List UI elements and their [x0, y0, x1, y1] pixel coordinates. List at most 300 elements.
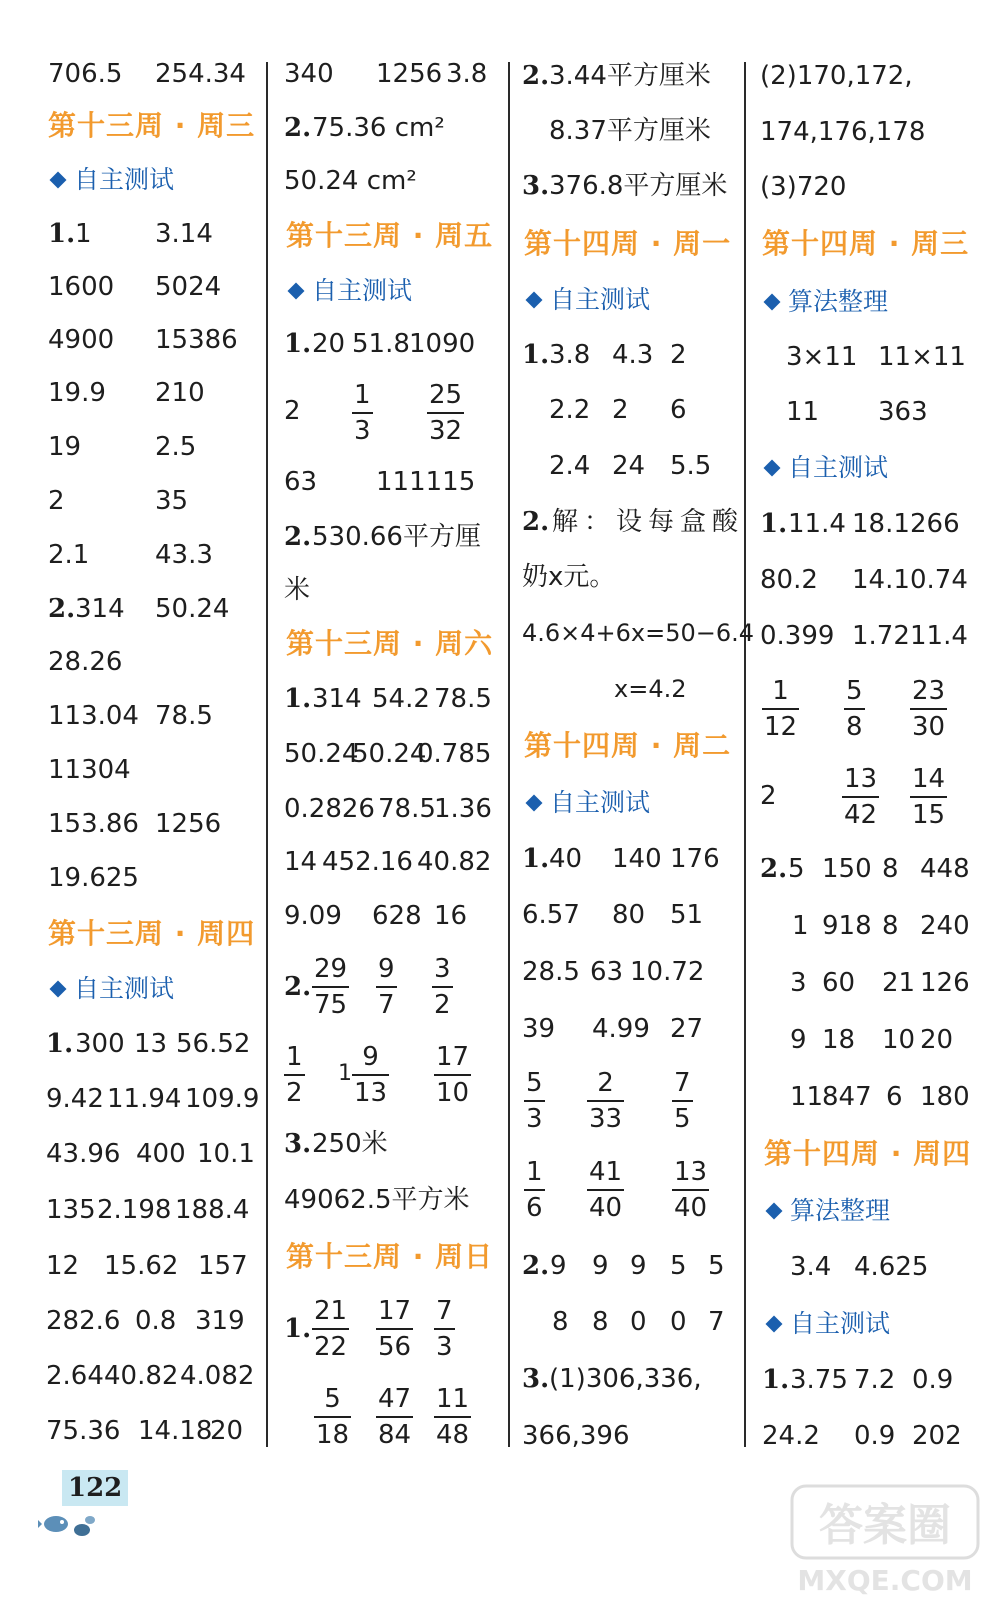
answer-value: 4.3	[612, 340, 654, 370]
answer-value: 78.5	[155, 701, 213, 731]
answer-value: 27	[670, 1014, 704, 1044]
answer-value: 50.24	[352, 739, 427, 769]
answer-value: 11×11	[878, 342, 966, 372]
answer-value: 11	[790, 1082, 824, 1112]
answer-row	[0, 531, 270, 579]
answer-value: 6	[886, 1082, 903, 1112]
answer-row	[0, 263, 270, 311]
fraction: 11 48	[436, 1384, 470, 1450]
mixed-number-whole: 1	[338, 1061, 352, 1086]
answer-value: 63	[590, 957, 624, 987]
question-number: 1.	[522, 844, 550, 874]
answer-row	[748, 500, 985, 548]
answer-row	[748, 108, 985, 156]
section-heading: 第十三周 · 周三	[48, 109, 256, 142]
answer-value: 6.57	[522, 900, 580, 930]
answer-row	[512, 331, 746, 379]
section-heading: 第十四周 · 周四	[764, 1137, 972, 1170]
answer-row	[0, 50, 270, 98]
answer-value: 3.44平方厘米	[549, 61, 711, 91]
answer-row	[512, 1298, 746, 1346]
fraction: 9 13	[354, 1042, 388, 1108]
answer-value: 9	[790, 1025, 807, 1055]
answer-row	[748, 1016, 985, 1064]
answer-value: 319	[195, 1306, 245, 1336]
answer-value: 35	[155, 486, 189, 516]
answer-value: 0.2826	[284, 794, 375, 824]
question-number: 3.	[522, 171, 550, 201]
answer-row	[748, 959, 985, 1007]
answer-row	[272, 730, 512, 778]
section-heading: 第十四周 · 周一	[524, 227, 732, 260]
section-heading: 第十三周 · 周五	[286, 219, 494, 252]
answer-value: 5.5	[670, 451, 712, 481]
question-number: 1.	[46, 1029, 74, 1059]
answer-value: 3.75	[790, 1365, 848, 1395]
answer-value: 14	[284, 847, 318, 877]
answer-value: 5024	[155, 272, 222, 302]
answer-value: 452.16	[322, 847, 413, 877]
question-number: 2.	[284, 972, 312, 1002]
fraction: 47 84	[378, 1384, 412, 1450]
answer-value: 13	[134, 1029, 168, 1059]
answer-row	[0, 316, 270, 364]
diamond-icon	[766, 1316, 783, 1333]
answer-value: 51.8	[352, 329, 410, 359]
answer-value: 39	[522, 1014, 556, 1044]
answer-value: 11.94	[107, 1084, 182, 1114]
fraction: 13 42	[844, 764, 878, 830]
answer-value: 19.625	[48, 863, 139, 893]
answer-value: 3.4	[790, 1252, 832, 1282]
answer-value: 19	[48, 432, 82, 462]
answer-value: 解：设每盒酸	[552, 507, 745, 537]
answer-value: 0.8	[135, 1306, 177, 1336]
answer-value: 113.04	[48, 701, 139, 731]
answer-value: 米	[284, 575, 311, 605]
answer-value: 14.1	[852, 565, 910, 595]
answer-value: 9.09	[284, 901, 342, 931]
answer-row	[512, 948, 746, 996]
answer-value: 16	[434, 901, 468, 931]
answer-value: 1256	[376, 59, 443, 89]
answer-row	[272, 104, 512, 152]
answer-value: 60	[822, 968, 856, 998]
answer-value: 9	[592, 1251, 609, 1281]
answer-value: 2	[48, 486, 65, 516]
answer-column-1	[0, 0, 270, 1600]
answer-row	[748, 612, 985, 660]
answer-value: 202	[912, 1421, 962, 1451]
answer-row	[748, 1243, 985, 1291]
answer-value: 0.399	[760, 621, 835, 651]
answer-column-3	[512, 0, 755, 1600]
answer-value: 210	[155, 378, 205, 408]
answer-row	[748, 1412, 985, 1460]
question-number: 1.	[762, 1365, 790, 1395]
fraction: 13 40	[674, 1157, 708, 1223]
answer-value: (1)306,336,	[549, 1364, 702, 1394]
answer-row	[0, 477, 270, 525]
answer-row	[0, 585, 270, 633]
answer-value: 40	[549, 844, 583, 874]
watermark-url: MXQE.COM	[797, 1564, 973, 1597]
answer-value: 15386	[155, 325, 238, 355]
section-heading: 第十三周 · 周日	[286, 1240, 494, 1273]
answer-row	[0, 638, 270, 686]
subsection-heading: 自主测试	[52, 965, 174, 1013]
answer-value: 40.82	[417, 847, 492, 877]
answer-row	[748, 388, 985, 436]
answer-value: 21	[882, 968, 916, 998]
answer-row	[272, 1050, 512, 1098]
answer-row	[512, 665, 746, 713]
answer-row	[748, 163, 985, 211]
answer-value: 4900	[48, 325, 115, 355]
answer-row	[0, 369, 270, 417]
answer-value: 448	[920, 854, 970, 884]
answer-value: 11.4	[788, 509, 846, 539]
answer-row	[0, 746, 270, 794]
diamond-icon	[764, 460, 781, 477]
answer-row	[272, 1120, 512, 1168]
answer-value: 4.082	[180, 1361, 255, 1391]
answer-row	[272, 892, 512, 940]
answer-value: 188.4	[175, 1195, 250, 1225]
answer-row	[272, 838, 512, 886]
answer-value: 2	[760, 781, 777, 811]
answer-value: x=4.2	[614, 675, 687, 703]
answer-column-2	[272, 0, 512, 1600]
answer-value: 2.4	[549, 451, 591, 481]
answer-value: 2	[670, 340, 687, 370]
answer-value: 0	[670, 1307, 687, 1337]
fraction: 29 75	[314, 954, 348, 1020]
answer-value: 12	[46, 1251, 80, 1281]
question-number: 2.	[48, 594, 76, 624]
answer-value: 奶x元。	[522, 562, 616, 592]
answer-value: 2.64	[46, 1361, 104, 1391]
subsection-heading: 自主测试	[528, 276, 650, 324]
answer-value: 8	[552, 1307, 569, 1337]
fraction: 41 40	[589, 1157, 623, 1223]
section-heading: 第十四周 · 周三	[762, 227, 970, 260]
answer-value: 80	[612, 900, 646, 930]
answer-row	[0, 1186, 270, 1234]
answer-value: 1256	[155, 809, 222, 839]
diamond-icon	[766, 1203, 783, 1220]
watermark-text: 答案圈	[819, 1500, 951, 1551]
answer-value: 176	[670, 844, 720, 874]
fraction: 17 56	[378, 1296, 412, 1362]
question-number: 2.	[760, 854, 788, 884]
answer-value: 918	[822, 911, 872, 941]
answer-value: 706.5	[48, 59, 123, 89]
answer-row	[748, 1073, 985, 1121]
answer-row	[512, 107, 746, 155]
answer-row	[512, 553, 746, 601]
fraction: 7 5	[674, 1068, 691, 1134]
answer-value: 5	[708, 1251, 725, 1281]
answer-row	[512, 52, 746, 100]
answer-value: 1600	[48, 272, 115, 302]
answer-value: 50.24	[155, 594, 230, 624]
answer-value: 7.2	[854, 1365, 896, 1395]
answer-value: 78.5	[434, 684, 492, 714]
answer-value: 4.99	[592, 1014, 650, 1044]
diamond-icon	[764, 294, 781, 311]
answer-value: 54.2	[372, 684, 430, 714]
answer-value: 51	[670, 900, 704, 930]
answer-value: 15.62	[104, 1251, 179, 1281]
answer-row	[272, 513, 512, 561]
diamond-icon	[288, 283, 305, 300]
answer-value: 24.2	[762, 1421, 820, 1451]
fraction: 2 33	[589, 1068, 623, 1134]
answer-value: 63	[284, 467, 318, 497]
fraction: 1 2	[286, 1042, 303, 1108]
answer-value: 24	[612, 451, 646, 481]
subsection-heading: 自主测试	[528, 779, 650, 827]
question-number: 2.	[284, 522, 312, 552]
answer-value: 340	[284, 59, 334, 89]
answer-value: 3	[790, 968, 807, 998]
answer-row	[748, 333, 985, 381]
answer-value: 366,396	[522, 1421, 630, 1451]
answer-value: 3.14	[155, 219, 213, 249]
answer-row	[0, 1407, 270, 1455]
answer-value: 0.9	[912, 1365, 954, 1395]
answer-row	[512, 1355, 746, 1403]
answer-row	[512, 498, 746, 546]
answer-value: 10	[882, 1025, 916, 1055]
question-number: 1.	[284, 1314, 312, 1344]
fraction: 5 18	[316, 1384, 350, 1450]
answer-row	[0, 800, 270, 848]
question-number: 2.	[522, 1251, 550, 1281]
answer-row	[512, 1412, 746, 1460]
answer-row	[272, 320, 512, 368]
answer-value: 11.4	[910, 621, 968, 651]
section-heading: 第十三周 · 周六	[286, 627, 494, 660]
answer-row	[512, 835, 746, 883]
answer-value: 9	[630, 1251, 647, 1281]
answer-row	[512, 1005, 746, 1053]
answer-value: 628	[372, 901, 422, 931]
answer-row	[512, 442, 746, 490]
answer-value: 10.72	[630, 957, 705, 987]
answer-value: 376.8平方厘米	[549, 171, 728, 201]
answer-row	[512, 162, 746, 210]
answer-value: 363	[878, 397, 928, 427]
answer-value: 4.6×4+6x=50−6.4	[522, 619, 755, 647]
question-number: 1.	[522, 340, 550, 370]
question-number: 1.	[284, 684, 312, 714]
subsection-heading: 算法整理	[768, 1187, 890, 1235]
question-number: 2.	[284, 113, 312, 143]
answer-value: 2	[284, 396, 301, 426]
answer-value: 150	[822, 854, 872, 884]
answer-row	[272, 157, 512, 205]
answer-row	[272, 566, 512, 614]
answer-row	[0, 692, 270, 740]
answer-value: 8.37平方厘米	[549, 116, 711, 146]
answer-row	[512, 386, 746, 434]
page-number: 122	[62, 1470, 128, 1506]
fish-icon	[38, 1500, 98, 1540]
fraction: 23 30	[912, 676, 946, 742]
answer-value: 240	[920, 911, 970, 941]
answer-value: 7	[708, 1307, 725, 1337]
answer-value: 0	[630, 1307, 647, 1337]
answer-row	[748, 556, 985, 604]
question-number: 1.	[284, 329, 312, 359]
question-number: 2.	[522, 61, 550, 91]
answer-value: 140	[612, 844, 662, 874]
answer-value: 314	[312, 684, 362, 714]
answer-value: 3×11	[786, 342, 858, 372]
answer-value: 400	[136, 1139, 186, 1169]
fraction: 14 15	[912, 764, 946, 830]
fraction: 17 10	[436, 1042, 470, 1108]
answer-value: 56.52	[176, 1029, 251, 1059]
answer-value: 43.96	[46, 1139, 121, 1169]
answer-value: 75.36 cm²	[312, 113, 445, 143]
answer-value: 5	[670, 1251, 687, 1281]
answer-value: 2.5	[155, 432, 197, 462]
answer-value: 1	[75, 219, 92, 249]
answer-row	[0, 423, 270, 471]
answer-value: 50.24	[284, 739, 359, 769]
answer-value: 20	[920, 1025, 954, 1055]
answer-value: 530.66平方厘	[312, 522, 481, 552]
diamond-icon	[50, 172, 67, 189]
answer-value: 75.36	[46, 1416, 121, 1446]
answer-value: 250米	[312, 1129, 388, 1159]
question-number: 3.	[522, 1364, 550, 1394]
answer-value: 11	[786, 397, 820, 427]
answer-value: 111115	[376, 467, 476, 497]
answer-value: 9	[550, 1251, 567, 1281]
diamond-icon	[526, 292, 543, 309]
answer-row	[748, 845, 985, 893]
answer-row	[748, 902, 985, 950]
answer-row	[0, 854, 270, 902]
answer-value: 43.3	[155, 540, 213, 570]
answer-value: 314	[75, 594, 125, 624]
answer-value: 847	[822, 1082, 872, 1112]
answer-value: 8	[882, 854, 899, 884]
subsection-heading: 自主测试	[290, 267, 412, 315]
answer-row	[272, 50, 512, 98]
answer-value: 14.18	[138, 1416, 213, 1446]
question-number: 1.	[48, 219, 76, 249]
subsection-heading: 算法整理	[766, 278, 888, 326]
subsection-heading: 自主测试	[766, 444, 888, 492]
answer-value: 19.9	[48, 378, 106, 408]
answer-row	[512, 1242, 746, 1290]
answer-row	[0, 1020, 270, 1068]
answer-value: 109.9	[185, 1084, 260, 1114]
answer-value: 50.24 cm²	[284, 166, 417, 196]
fraction: 1 6	[526, 1157, 543, 1223]
fraction: 7 3	[436, 1296, 453, 1362]
diamond-icon	[526, 795, 543, 812]
answer-value: 0.74	[910, 565, 968, 595]
answer-value: 126	[920, 968, 970, 998]
answer-value: 28.26	[48, 647, 123, 677]
section-heading: 第十三周 · 周四	[48, 917, 256, 950]
answer-value: 1090	[409, 329, 476, 359]
fraction: 25 32	[429, 380, 463, 446]
subsection-heading: 自主测试	[52, 156, 174, 204]
answer-column-4	[748, 0, 985, 1600]
answer-value: 20	[312, 329, 346, 359]
answer-row	[0, 1297, 270, 1345]
fraction: 5 8	[846, 676, 863, 742]
answer-value: 6	[670, 395, 687, 425]
answer-value: 40.82	[104, 1361, 179, 1391]
answer-value: 78.5	[378, 794, 436, 824]
answer-value: 282.6	[46, 1306, 121, 1336]
answer-value: 49062.5平方米	[284, 1185, 470, 1215]
answer-row	[0, 1242, 270, 1290]
fraction: 5 3	[526, 1068, 543, 1134]
subsection-heading: 自主测试	[768, 1300, 890, 1348]
question-number: 3.	[284, 1129, 312, 1159]
answer-value: 1	[792, 911, 809, 941]
fraction: 9 7	[378, 954, 395, 1020]
answer-value: 174,176,178	[760, 117, 926, 147]
fraction: 21 22	[314, 1296, 348, 1362]
answer-value: 20	[210, 1416, 244, 1446]
answer-row	[272, 387, 512, 435]
answer-value: 3.8	[446, 59, 488, 89]
answer-row	[272, 1176, 512, 1224]
answer-row	[512, 891, 746, 939]
answer-value: (3)720	[760, 172, 847, 202]
answer-row	[272, 785, 512, 833]
watermark-logo	[790, 1478, 980, 1598]
answer-value: 18	[822, 1025, 856, 1055]
answer-value: 80.2	[760, 565, 818, 595]
answer-value: 3.8	[549, 340, 591, 370]
section-heading: 第十四周 · 周二	[524, 729, 732, 762]
answer-row	[748, 1356, 985, 1404]
answer-value: 1.72	[852, 621, 910, 651]
answer-value: 2.2	[549, 395, 591, 425]
answer-value: 153.86	[48, 809, 139, 839]
answer-value: 2.1	[48, 540, 90, 570]
answer-value: 266	[910, 509, 960, 539]
answer-value: 157	[198, 1251, 248, 1281]
fraction: 1 12	[764, 676, 798, 742]
answer-value: 1.36	[434, 794, 492, 824]
answer-row	[0, 1075, 270, 1123]
answer-value: 28.5	[522, 957, 580, 987]
answer-row	[0, 210, 270, 258]
question-number: 2.	[522, 507, 550, 537]
answer-row	[512, 609, 755, 657]
answer-value: 2	[612, 395, 629, 425]
answer-value: (2)170,172,	[760, 61, 913, 91]
answer-value: 0.9	[854, 1421, 896, 1451]
answer-value: 8	[592, 1307, 609, 1337]
answer-value: 5	[788, 854, 805, 884]
diamond-icon	[50, 981, 67, 998]
answer-value: 135	[46, 1195, 96, 1225]
answer-row	[272, 458, 512, 506]
